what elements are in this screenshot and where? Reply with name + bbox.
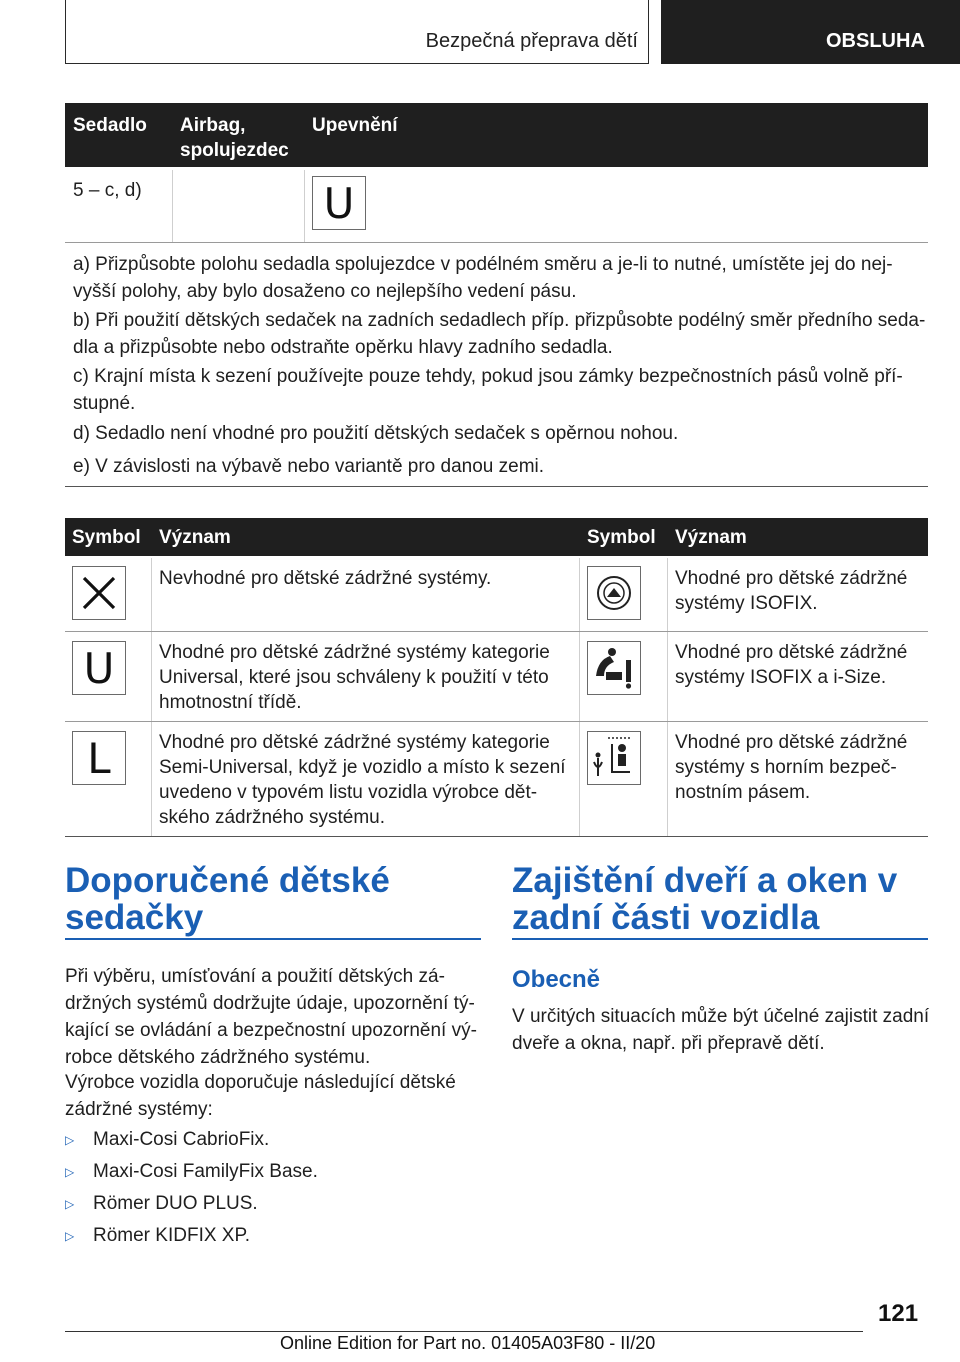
footnote-b: b) Při použití dětských sedaček na zadních sedadlech příp. přizpůsobte podélný směr předního seda- dla a přizpůsobte nebo odstraňte opěrku hlavy zadního sedadla. xyxy=(73,310,926,358)
meaning-top-tether: Vhodné pro dětské zádržné systémy s horním bezpeč- nostním pásem. xyxy=(675,732,908,803)
seat-cell: 5 – c, d) xyxy=(73,180,142,201)
rear-door-lock-heading: Zajištění dveří a oken v zadní části vozidla xyxy=(512,861,898,937)
footnote-d: d) Sedadlo není vhodné pro použití dětských sedaček s opěrnou nohou. xyxy=(73,423,679,444)
col-mounting: Upevnění xyxy=(312,115,398,136)
general-paragraph: V určitých situacích může být účelné zajistit zadní dveře a okna, např. při přepravě dětí. xyxy=(512,1006,930,1054)
meaning-not-suitable: Nevhodné pro dětské zádržné systémy. xyxy=(159,568,492,589)
universal-category-icon: U xyxy=(72,641,126,695)
recommended-seats-intro: Při výběru, umísťování a použití dětských zá- držných systémů dodržujte údaje, upozornění tý- kající se ovládání a bezpečnostní upozornění vý- robce dětského zádržného systému. xyxy=(65,966,477,1068)
triangle-bullet-icon: ▷ xyxy=(65,1133,75,1147)
col-airbag: Airbag, xyxy=(180,115,246,136)
footnote-a: a) Přizpůsobte polohu sedadla spolujezdce v podélném směru a je-li to nutné, umístěte jej do nej- vyšší polohy, aby bylo dosaženo co nejlepšího vedení pásu. xyxy=(73,254,893,302)
symbol-table-header xyxy=(65,518,928,556)
col-seat: Sedadlo xyxy=(73,115,147,136)
footnote-c: c) Krajní místa k sezení používejte pouze tehdy, pokud jsou zámky bezpečnostních pásů volně pří- stupné. xyxy=(73,366,903,414)
col-meaning-1: Význam xyxy=(159,527,231,548)
cross-icon xyxy=(72,566,126,620)
semi-universal-icon: L xyxy=(72,731,126,785)
recommended-seats-heading: Doporučené dětské sedačky xyxy=(65,861,390,937)
general-subheading: Obecně xyxy=(512,966,601,993)
col-symbol-1: Symbol xyxy=(72,527,141,548)
chapter-tab: OBSLUHA xyxy=(661,0,960,64)
col-symbol-2: Symbol xyxy=(587,527,656,548)
col-meaning-2: Význam xyxy=(675,527,747,548)
section-title: Bezpečná přeprava dětí xyxy=(425,30,638,52)
isofix-icon xyxy=(587,566,641,620)
col-airbag-2: spolujezdec xyxy=(180,140,289,161)
top-tether-icon xyxy=(587,731,641,785)
edition-note: Online Edition for Part no. 01405A03F80 - II/20 xyxy=(280,1333,656,1353)
triangle-bullet-icon: ▷ xyxy=(65,1165,75,1179)
page-number: 121 xyxy=(878,1300,919,1327)
universal-icon: U xyxy=(312,176,366,230)
recommended-seats-list-intro: Výrobce vozidla doporučuje následující dětské zádržné systémy: xyxy=(65,1072,456,1120)
isofix-isize-icon xyxy=(587,641,641,695)
footnote-e: e) V závislosti na výbavě nebo variantě pro danou zemi. xyxy=(73,456,545,477)
triangle-bullet-icon: ▷ xyxy=(65,1197,75,1211)
meaning-semi-universal: Vhodné pro dětské zádržné systémy kategorie Semi-Universal, když je vozidlo a místo k sezení uvedeno v typovém listu vozidla výrobce dět- ského zádržného systému. xyxy=(159,732,566,828)
meaning-isofix: Vhodné pro dětské zádržné systémy ISOFIX. xyxy=(675,568,908,614)
meaning-isofix-isize: Vhodné pro dětské zádržné systémy ISOFIX a i-Size. xyxy=(675,642,908,688)
seat-table-header xyxy=(65,103,928,167)
meaning-universal: Vhodné pro dětské zádržné systémy kategorie Universal, které jsou schváleny k použití v této hmotnostní třídě. xyxy=(159,642,550,713)
triangle-bullet-icon: ▷ xyxy=(65,1229,75,1243)
